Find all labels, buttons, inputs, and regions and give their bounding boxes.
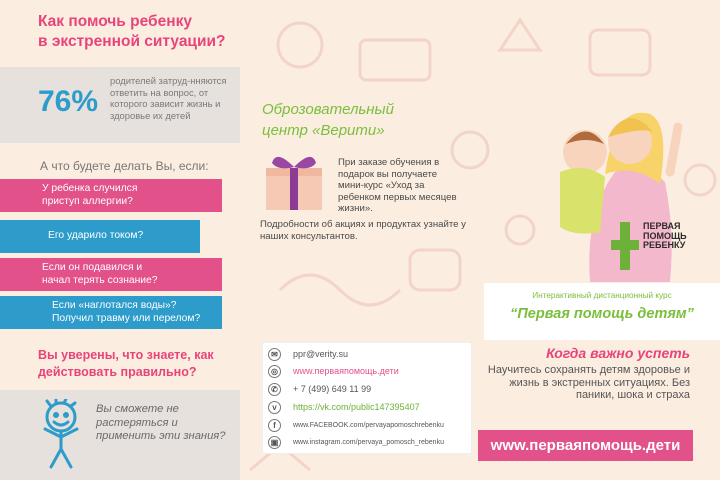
website-link-button[interactable]: www.перваяпомощь.дети [478,430,693,461]
stat-text: родителей затруд-нняются ответить на вопрос, от которого зависит жизнь и здоровье их детей [110,75,227,121]
stat-box [0,67,240,143]
option-water-injury [0,296,222,329]
sure-question [38,347,214,381]
contact-facebook-text: www.FACEBOOK.com/pervayapomoschrebenku [293,421,444,429]
option-line-1: У ребенка случился [42,183,138,194]
contact-instagram[interactable] [268,434,444,450]
sure-line-2: действовать правильно? [38,365,197,379]
option-line-1: Если он подавился и [42,262,143,273]
sure-line-1: Вы уверены, что знаете, как [38,348,214,362]
course-title: “Первая помощь детям” [510,306,694,322]
bottom-text: Вы сможете не растеряться и применить эти знания? [96,403,226,442]
child-drawing-icon [34,399,88,471]
contact-vk-text: https://vk.com/public147395407 [293,402,420,412]
contact-website[interactable] [268,363,399,379]
promo-details-text: Подробности об акциях и продуктах узнайте у наших консультантов. [260,219,466,242]
instagram-icon: ▣ [268,436,281,449]
course-box [484,283,720,340]
bottom-box [0,390,240,480]
option-line-2: начал терять сознание? [42,274,158,286]
option-choking [0,258,222,291]
option-line-1: Его ударило током? [48,230,144,242]
when-title: Когда важно успеть [546,345,690,361]
page-title [38,12,226,52]
green-cross-icon [611,222,639,270]
stat-value: 76% [38,85,99,118]
promo-text: При заказе обучения в подарок вы получаете мини-курс «Уход за ребенком первых месяцев жизни». [338,157,457,215]
envelope-icon: ✉ [268,348,281,361]
center-title [262,99,394,141]
gift-box-icon [260,150,328,212]
question-text: А что будете делать Вы, если: [40,159,209,173]
when-text: Научитесь сохранять детям здоровье и жизнь в экстренных ситуациях. Без паники, шока и страха [487,364,690,401]
logo-line-1: ПЕРВАЯ [643,221,681,231]
facebook-icon: f [268,419,281,432]
vk-icon: v [268,401,281,414]
title-line-2: в экстренной ситуации? [38,33,226,50]
contact-facebook[interactable] [268,417,444,433]
logo-line-3: РЕБЕНКУ [643,240,686,250]
option-line-2: приступ аллергии? [42,195,133,207]
contact-vk[interactable] [268,399,420,415]
title-line-1: Как помочь ребенку [38,13,192,30]
first-aid-logo [643,222,687,251]
contacts-panel [262,342,472,454]
contact-phone[interactable] [268,381,371,397]
whatsapp-icon: ✆ [268,383,281,396]
option-line-2: Получил травму или перелом? [52,312,201,324]
logo-line-2: ПОМОЩЬ [643,230,687,241]
contact-email[interactable] [268,346,348,362]
option-line-1: Если «наглотался воды»? [52,300,177,311]
globe-icon: ◎ [268,365,281,378]
contact-phone-text: + 7 (499) 649 11 99 [293,384,372,394]
center-title-line-1: Оброзовательный [262,101,394,118]
option-electric-shock [0,220,200,253]
contact-instagram-text: www.instagram.com/pervaya_pomosch_rebenku [293,438,444,446]
option-allergy [0,179,222,212]
contact-email-text: ppr@verity.su [293,349,348,359]
center-title-line-2: центр «Верити» [262,122,385,139]
course-subtitle: Интерактивный дистанционный курс [532,291,672,300]
contact-website-text: www.перваяпомощь.дети [293,366,399,376]
